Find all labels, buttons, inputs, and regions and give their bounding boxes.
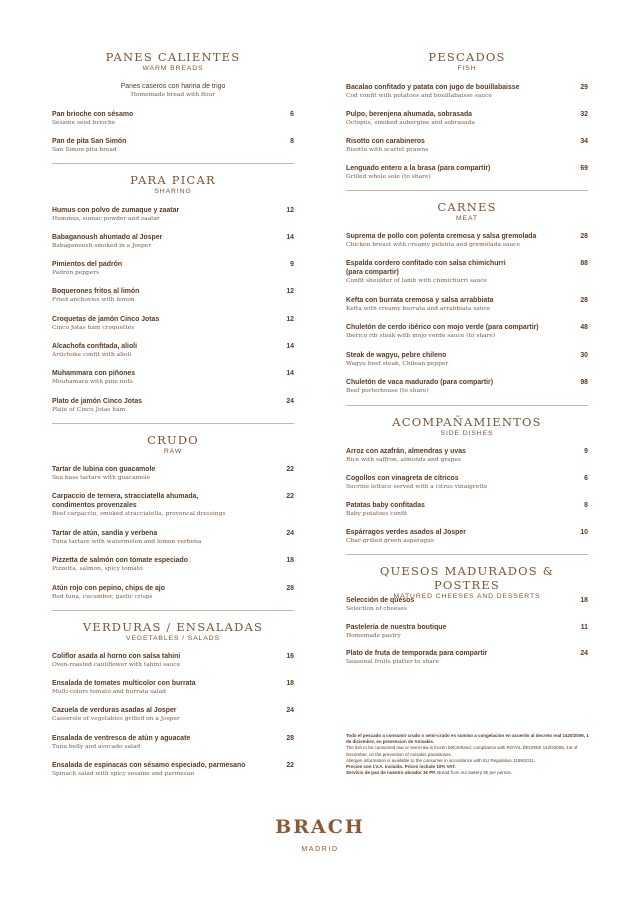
menu-item <box>346 501 588 518</box>
item-desc: Cinco Jotas ham croquettes <box>52 325 135 331</box>
section-title: VERDURAS / ENSALADAS <box>82 620 264 634</box>
item-desc: Pizzetta, salmon, spicy tomato <box>52 566 143 572</box>
menu-item <box>346 623 588 640</box>
item-desc: Homemade pastry <box>346 633 401 639</box>
menu-item <box>346 447 588 464</box>
section-subtitle: WARM BREADS <box>142 65 204 72</box>
item-price: 18 <box>286 680 294 687</box>
item-desc: Multi-colors tomato and burrata salad <box>52 689 166 695</box>
brand-city: MADRID <box>301 846 339 853</box>
item-desc: Beef porterhouse (to share) <box>346 388 429 394</box>
item-price: 9 <box>584 448 588 455</box>
item-desc: Oven-roasted cauliflower with tahini sauce <box>52 662 181 668</box>
item-desc: Fried anchovies with lemon <box>52 297 135 303</box>
item-desc: Iberico rib steak with mojo verde sauce (to share) <box>346 333 496 339</box>
brand-logo: BRACH <box>275 816 365 838</box>
menu-item <box>52 529 294 546</box>
item-price: 11 <box>580 624 588 631</box>
item-name: Cogollos con vinagreta de cítricos <box>346 475 459 482</box>
section-para-picar <box>52 173 294 196</box>
section-carnes <box>346 200 588 223</box>
item-price: 12 <box>286 207 294 214</box>
divider <box>346 405 588 406</box>
item-price: 24 <box>286 398 294 405</box>
section-subtitle: MATURED CHEESES AND DESSERTS <box>393 593 541 600</box>
menu-item <box>52 734 294 751</box>
item-desc: Selection of cheeses <box>346 606 407 612</box>
section-subtitle: SIDE DISHES <box>440 430 494 437</box>
item-desc: Kefta with creamy burrata and arrabbiata sauce <box>346 306 491 312</box>
item-name: Atún rojo con pepino, chips de ajo <box>52 585 165 592</box>
item-price: 48 <box>580 324 588 331</box>
section-title: ACOMPAÑAMIENTOS <box>392 415 542 429</box>
item-name: Ensalada de tomates multicolor con burrata <box>52 680 196 687</box>
item-price: 12 <box>286 316 294 323</box>
note-line: Todo el pescado a consumir crudo o semi-crudo es sumiso a congelacion en acuerdo al decreto real 1420/2006, 1 de diciembre, en prevencion de Anisakis. <box>346 733 589 745</box>
item-price: 18 <box>580 597 588 604</box>
item-price: 8 <box>290 138 294 145</box>
item-desc: Padrón peppers <box>52 270 100 276</box>
item-desc: Tuna belly and avocado salad <box>52 744 141 750</box>
item-price: 98 <box>580 379 588 386</box>
item-name: Bacalao confitado y patata con jugo de bouillabaisse <box>346 84 520 91</box>
item-name: Pan de pita San Simón <box>52 138 127 145</box>
section-subtitle: MEAT <box>456 215 478 222</box>
menu-item <box>346 110 588 127</box>
section-pescados <box>346 50 588 73</box>
menu-item <box>52 679 294 696</box>
item-desc: Seasonal fruits platter to share <box>346 659 440 665</box>
section-title: QUESOS MADURADOS & POSTRES <box>379 564 555 592</box>
item-name: Patatas baby confitadas <box>346 502 425 509</box>
item-price: 8 <box>584 502 588 509</box>
item-desc: Sesame seed brioche <box>52 120 116 126</box>
item-price: 29 <box>580 84 588 91</box>
section-title: PANES CALIENTES <box>105 50 241 64</box>
item-desc: Hummus, sumac powder and zaatar <box>52 216 160 222</box>
item-name: Alcachofa confitada, alioli <box>52 343 138 350</box>
item-price: 18 <box>286 557 294 564</box>
item-price: 14 <box>286 234 294 241</box>
item-name: Chuletón de vaca madurado (para compartir) <box>346 379 494 386</box>
item-name: Pimientos del padrón <box>52 261 123 268</box>
item-desc: Baby potatoes confit <box>346 511 408 517</box>
item-desc: Casserole of vegetables grilled on a Josper <box>52 716 180 722</box>
note-rest: Bread from our bakery 3€ per person. <box>435 770 513 776</box>
item-desc: Grilled whole sole (to share) <box>346 174 431 180</box>
item-desc: Plate of Cinco Jotas ham <box>52 407 126 413</box>
item-price: 6 <box>290 111 294 118</box>
item-desc: Confit shoulder of lamb with chimichurri sauce <box>346 278 488 284</box>
item-name: Cazuela de verduras asadas al Josper <box>52 707 177 714</box>
item-name: Pulpo, berenjena ahumada, sobrasada <box>346 111 472 118</box>
item-desc: Mouhamara with pine nuts <box>52 379 133 385</box>
section-title: CRUDO <box>147 433 199 447</box>
item-name: Humus con polvo de zumaque y zaatar <box>52 207 180 214</box>
item-desc: San Simon pita bread <box>52 147 117 153</box>
menu-item <box>346 83 588 100</box>
menu-item <box>346 528 588 545</box>
menu-item <box>346 474 588 491</box>
item-price: 24 <box>580 650 588 657</box>
menu-item <box>52 110 294 127</box>
item-name: Plato de fruta de temporada para compartir <box>346 650 488 657</box>
section-title: PESCADOS <box>428 50 506 64</box>
legal-notes <box>346 733 592 776</box>
item-price: 30 <box>580 352 588 359</box>
item-price: 28 <box>286 585 294 592</box>
divider <box>52 163 294 164</box>
item-name: Babaganoush ahumado al Josper <box>52 234 163 241</box>
section-subtitle: FISH <box>457 65 477 72</box>
section-acompanamientos <box>346 415 588 438</box>
menu-item <box>346 378 588 395</box>
menu-item <box>52 137 294 154</box>
item-name: Pastelería de nuestra boutique <box>346 624 447 631</box>
item-name: Selección de quesos <box>346 597 415 604</box>
item-name: Espalda cordero confitado con salsa chimichurri (para compartir) <box>346 260 506 276</box>
item-price: 24 <box>286 530 294 537</box>
item-name: Muhammara con piñones <box>52 370 136 377</box>
item-desc: Tuna tartare with watermelon and lemon verbena <box>52 539 202 545</box>
item-desc: Risotto with scarlet prawns <box>346 147 429 153</box>
divider <box>346 554 588 555</box>
item-price: 28 <box>286 735 294 742</box>
item-desc: Cod confit with potatoes and bouillabaisse sauce <box>346 93 492 99</box>
item-price: 6 <box>584 475 588 482</box>
item-price: 12 <box>286 288 294 295</box>
menu-item <box>346 649 588 666</box>
menu-item <box>52 584 294 601</box>
menu-item <box>346 232 588 249</box>
section-subtitle: RAW <box>163 448 183 455</box>
item-name: Boquerones fritos al limón <box>52 288 140 295</box>
item-name: Coliflor asada al horno con salsa tahini <box>52 653 181 660</box>
menu-item <box>52 556 294 573</box>
menu-item <box>52 465 294 482</box>
item-name: Carpaccio de ternera, stracciatella ahumada, condimentos provenzales <box>52 493 199 509</box>
menu-item <box>52 260 294 277</box>
item-name: Panes caseros con harina de trigo <box>120 83 226 90</box>
menu-item <box>52 206 294 223</box>
item-name: Suprema de pollo con polenta cremosa y salsa gremolada <box>346 233 537 240</box>
menu-item <box>52 233 294 250</box>
item-desc: Artichoke confit with alioli <box>52 352 132 358</box>
item-price: 28 <box>580 233 588 240</box>
item-price: 16 <box>286 653 294 660</box>
item-price: 9 <box>290 261 294 268</box>
item-price: 34 <box>580 138 588 145</box>
item-name: Tartar de atún, sandía y verbena <box>52 530 158 537</box>
section-title: CARNES <box>437 200 497 214</box>
menu-item <box>346 323 588 340</box>
item-name: Risotto con carabineros <box>346 138 425 145</box>
item-desc: Rice with saffron, almonds and grapes <box>346 457 461 463</box>
menu-item <box>346 259 588 285</box>
menu-item <box>52 652 294 669</box>
menu-item <box>346 351 588 368</box>
menu-item <box>346 596 588 613</box>
section-title: PARA PICAR <box>130 173 216 187</box>
item-price: 10 <box>580 529 588 536</box>
item-price: 28 <box>580 297 588 304</box>
item-desc: Sucrine lettuce served with a citrus vinaigrette <box>346 484 488 490</box>
note-bold: Servicio de pan de nuestro obrador 3€ PP. <box>346 770 436 776</box>
section-verduras <box>52 620 294 643</box>
item-name: Lenguado entero a la brasa (para compartir) <box>346 165 491 172</box>
item-price: 69 <box>580 165 588 172</box>
item-name: Pizzetta de salmón con tomate especiado <box>52 557 188 564</box>
menu-item <box>52 315 294 332</box>
item-name: Kefta con burrata cremosa y salsa arrabbiata <box>346 297 494 304</box>
menu-item <box>52 492 294 518</box>
menu-item <box>346 164 588 181</box>
item-name: Steak de wagyu, pebre chileno <box>346 352 447 359</box>
item-price: 22 <box>286 493 294 500</box>
item-name: Chuletón de cerdo ibérico con mojo verde (para compartir) <box>346 324 539 331</box>
item-name: Arroz con azafrán, almendras y uvas <box>346 448 466 455</box>
menu-item <box>52 342 294 359</box>
item-name: Tartar de lubina con guacamole <box>52 466 156 473</box>
item-desc: Babaganoush smoked in a Josper <box>52 243 152 249</box>
divider <box>52 610 294 611</box>
menu-item <box>52 369 294 386</box>
item-name: Plato de jamón Cinco Jotas <box>52 398 142 405</box>
item-name: Pan brioche con sésamo <box>52 111 134 118</box>
item-name: Croquetas de jamón Cinco Jotas <box>52 316 160 323</box>
menu-item <box>52 761 294 778</box>
menu-item <box>52 397 294 414</box>
divider <box>52 423 294 424</box>
note-line <box>346 770 592 776</box>
menu-item <box>52 287 294 304</box>
section-subtitle: SHARING <box>154 188 192 195</box>
menu-item <box>52 706 294 723</box>
note-line: The fish to be consumed raw or semi-raw is frozen beforehand, compliance with ROYAL DECREE 1420/2006, 1st of December, on the prevention of Anisakis parasitoses. <box>346 745 578 757</box>
item-price: 14 <box>286 343 294 350</box>
item-desc: Red tuna, cucumber, garlic crisps <box>52 594 153 600</box>
menu-item <box>346 296 588 313</box>
item-desc: Wagyu beef steak, Chilean pepper <box>346 361 449 367</box>
item-price: 22 <box>286 466 294 473</box>
item-desc: Sea bass tartare with guacamole <box>52 475 151 481</box>
item-desc: Char-grilled green asparagus <box>346 538 434 544</box>
menu-item <box>52 82 294 99</box>
item-desc: Octopus, smoked aubergine and sobrasada <box>346 120 475 126</box>
item-name: Ensalada de espinacas con sésamo especiado, parmesano <box>52 762 246 769</box>
note-line: Allergen information is available to the consumer in accordance with EU Regulation 1169/2011. <box>346 757 535 763</box>
item-desc: Chicken breast with creamy polenta and gremolada sauce <box>346 242 520 248</box>
item-price: 32 <box>580 111 588 118</box>
item-desc: Spinach salad with spicy sesame and parmesan <box>52 771 195 777</box>
item-name: Espárragos verdes asados al Josper <box>346 529 466 536</box>
item-price: 24 <box>286 707 294 714</box>
item-desc: Homemade bread with flour <box>130 92 216 98</box>
menu-item <box>346 137 588 154</box>
section-subtitle: VEGETABLES / SALADS <box>125 635 221 642</box>
item-desc: Beef carpaccio, smoked stracciatella, provencal dressings <box>52 511 226 517</box>
item-price: 14 <box>286 370 294 377</box>
section-crudo <box>52 433 294 456</box>
divider <box>346 190 588 191</box>
item-price: 22 <box>286 762 294 769</box>
note-line: Precios con I.V.A. incluido. Prices include 10% VAT. <box>346 764 456 770</box>
item-name: Ensalada de ventresca de atún y aguacate <box>52 735 191 742</box>
item-price: 88 <box>580 260 588 267</box>
section-panes <box>52 50 294 73</box>
